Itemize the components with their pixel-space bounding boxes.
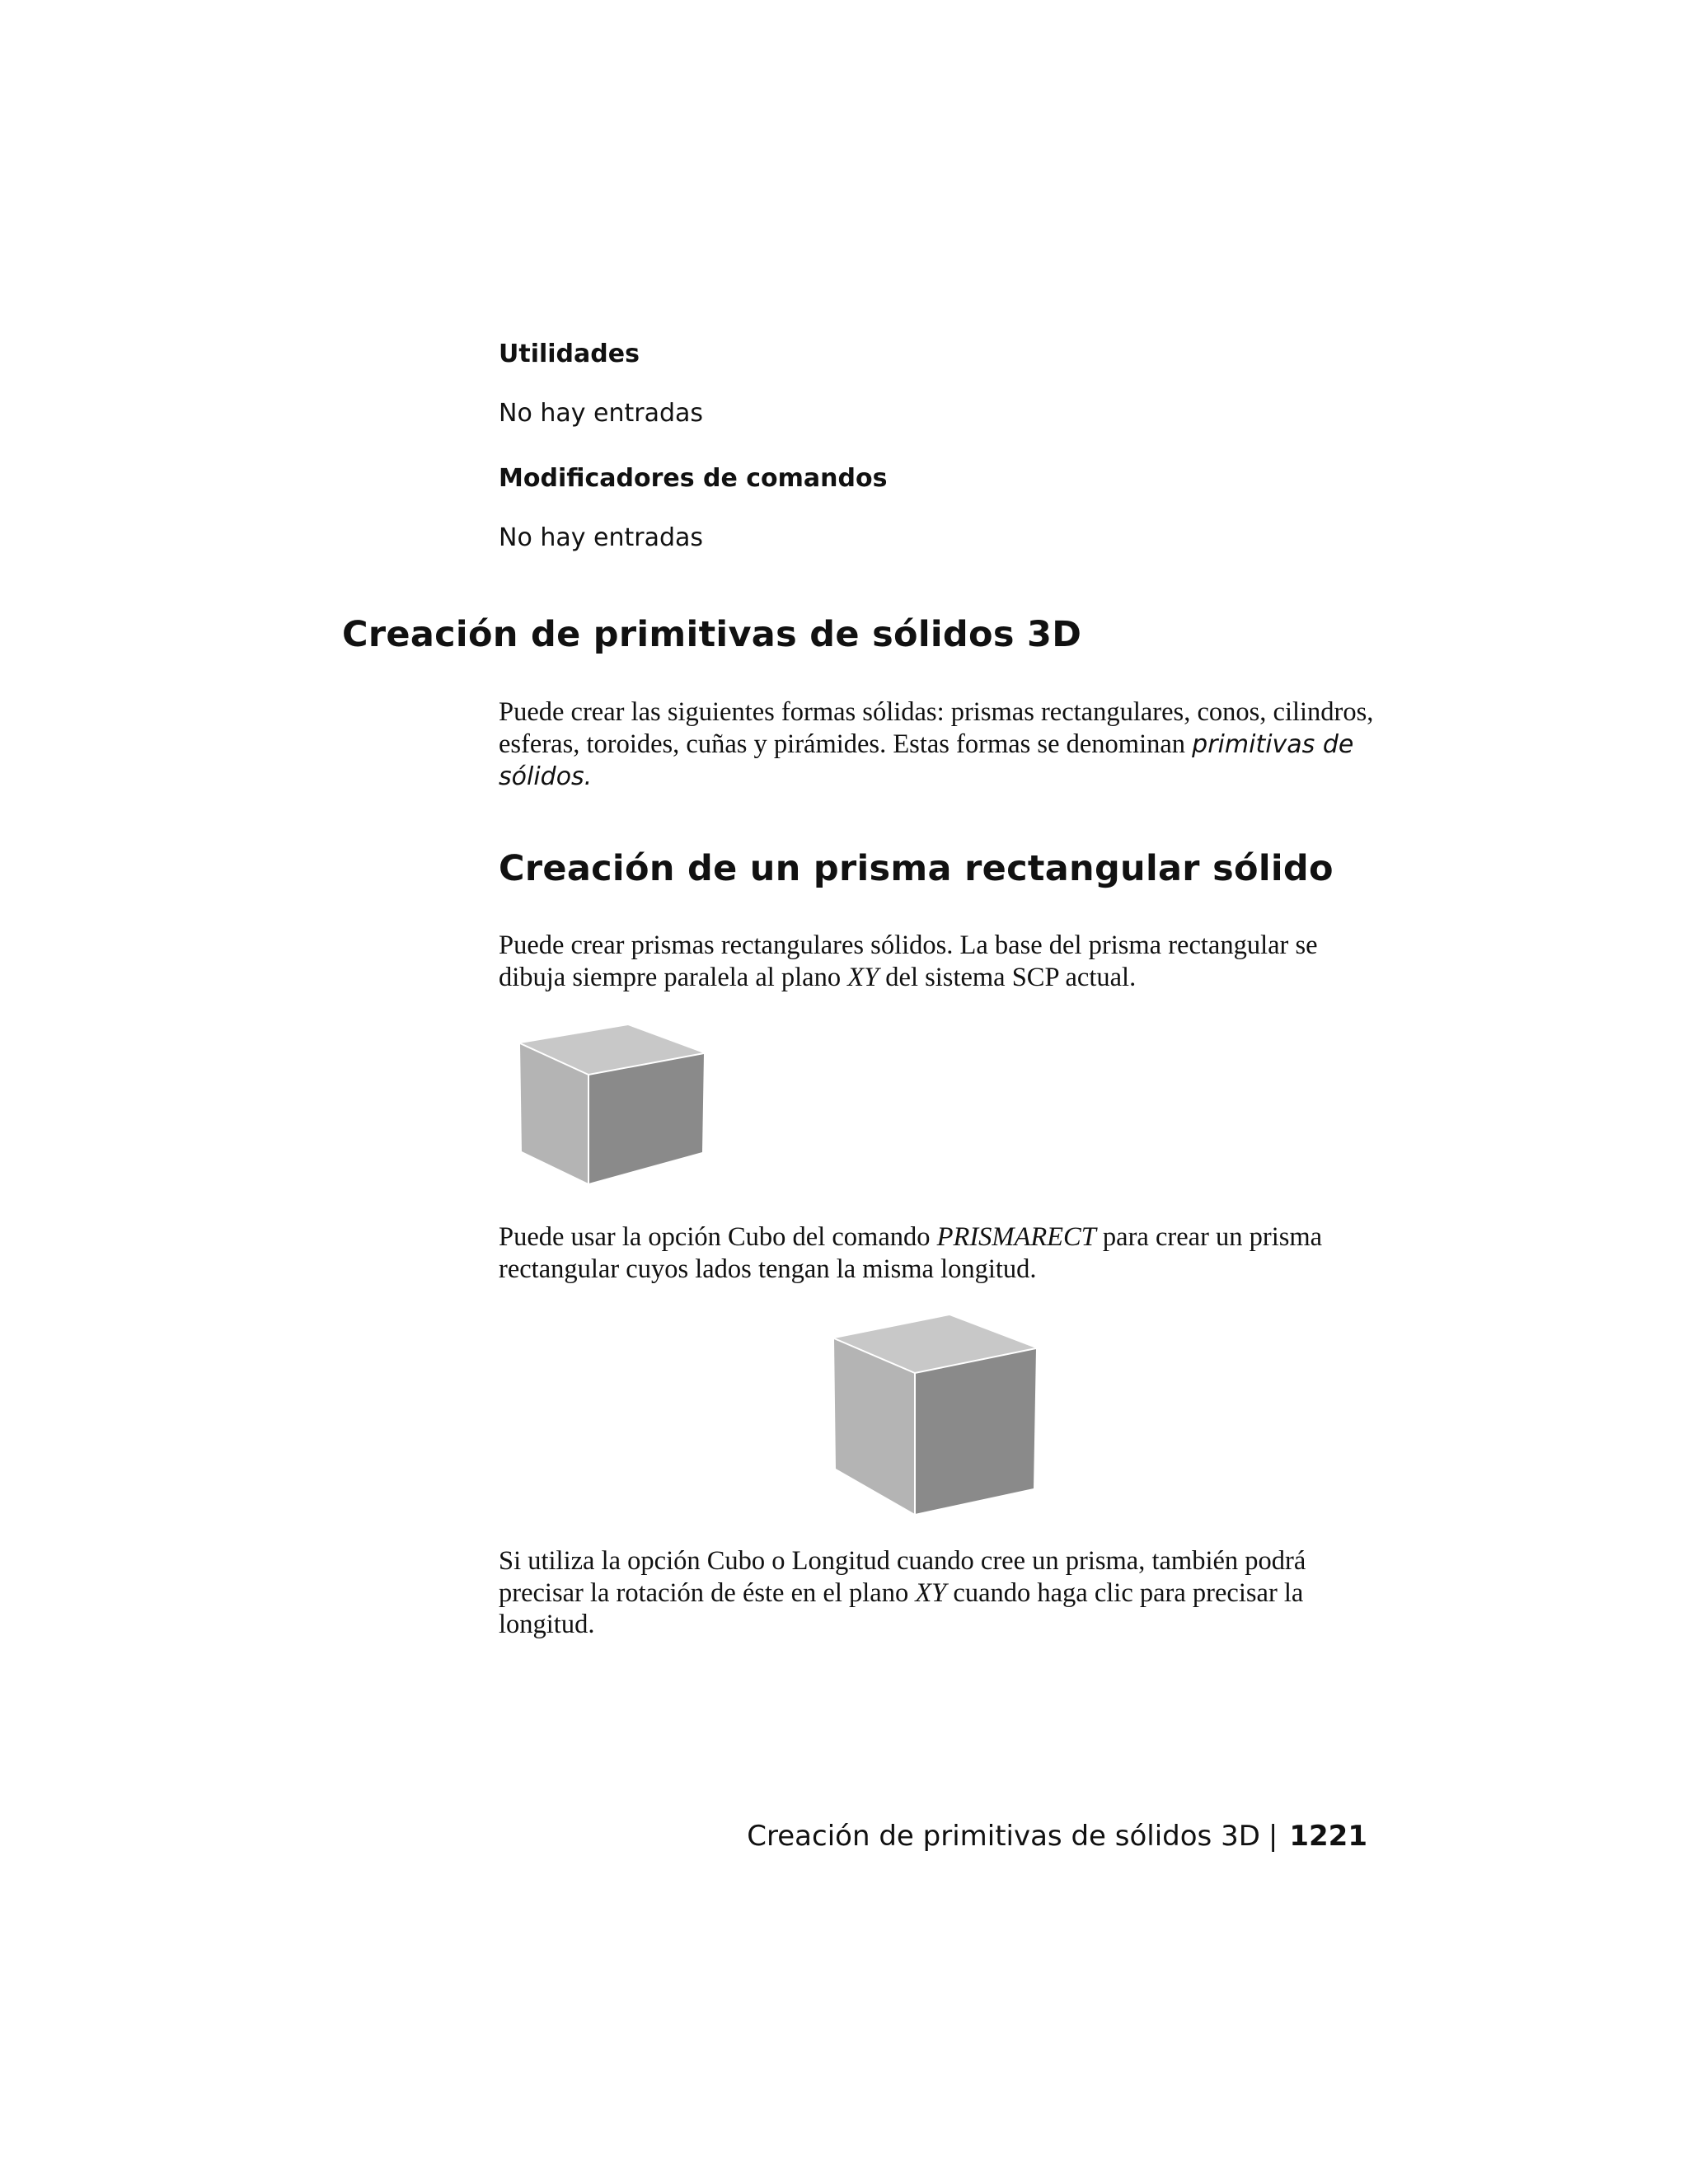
utilidades-text: No hay entradas: [499, 399, 704, 428]
page-footer: [747, 1818, 1367, 1854]
prismarect-command: PRISMARECT: [936, 1222, 1096, 1252]
modificadores-heading: Modificadores de comandos: [499, 464, 888, 493]
sub-heading: Creación de un prisma rectangular sólido: [499, 848, 1334, 889]
modificadores-text: No hay entradas: [499, 523, 704, 552]
xy-plane-term-2: XY: [915, 1577, 947, 1608]
paragraph-rotation-text: Si utiliza la opción Cubo o Longitud cuando cree un prisma, también podrá precisar la rotación de éste en el plano: [499, 1546, 1306, 1608]
intro-italic-term: primitivas de sólidos.: [499, 729, 1354, 791]
main-heading: Creación de primitivas de sólidos 3D: [342, 614, 1082, 655]
cube-illustration: [832, 1314, 1038, 1516]
paragraph-cube-option-text-end: para crear un prisma rectangular cuyos lados tengan la misma longitud.: [499, 1222, 1323, 1284]
page-number: 1221: [1289, 1820, 1367, 1853]
paragraph-box-base: [499, 930, 1385, 993]
paragraph-cube-option: [499, 1221, 1385, 1285]
paragraph-box-base-text-end: del sistema SCP actual.: [885, 962, 1137, 992]
intro-paragraph: [499, 696, 1385, 794]
utilidades-heading: Utilidades: [499, 340, 640, 368]
box-right-face: [588, 1053, 704, 1183]
xy-plane-term: XY: [847, 962, 879, 992]
footer-separator: |: [1268, 1820, 1278, 1853]
paragraph-cube-option-text: Puede usar la opción Cubo del comando: [499, 1222, 931, 1252]
rectangular-box-illustration: [518, 1024, 707, 1188]
paragraph-rotation: [499, 1545, 1385, 1641]
footer-title: Creación de primitivas de sólidos 3D: [747, 1820, 1260, 1853]
paragraph-box-base-text: Puede crear prismas rectangulares sólidos. La base del prisma rectangular se dibuja siempre paralela al plano: [499, 930, 1318, 992]
paragraph-rotation-text-end: cuando haga clic para precisar la longitud.: [499, 1577, 1304, 1639]
cube-right-face: [915, 1348, 1036, 1514]
intro-text: Puede crear las siguientes formas sólidas: prismas rectangulares, conos, cilindros, esferas, toroides, cuñas y pirámides. Estas formas se denominan: [499, 697, 1374, 759]
